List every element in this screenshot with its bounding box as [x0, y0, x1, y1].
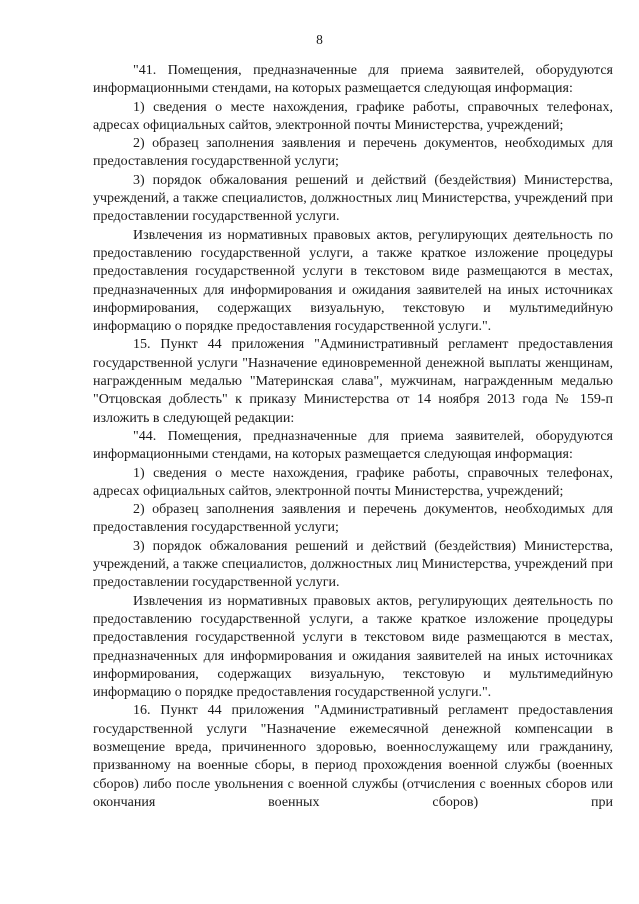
page-number: 8: [316, 32, 323, 47]
paragraph-16: 16. Пункт 44 приложения "Административный регламент предоставления государственной услуги "Назначение ежемесячной денежной компенсации в возмещение вреда, причиненного здоровью, военнослужащему или гражданину, призванному на военные сборы, в период прохождения военной службы (военных сборов) либо после увольнения с военной службы (отчисления с военных сборов или окончания военных сборов) при: [93, 703, 613, 810]
paragraph-41-item-2: 2) образец заполнения заявления и перечень документов, необходимых для предоставления государственной услуги;: [93, 136, 613, 170]
paragraph-44-item-3: 3) порядок обжалования решений и действий (бездействия) Министерства, учреждений, а также специалистов, должностных лиц Министерства, учреждений при предоставлении государственной услуги.: [93, 538, 613, 591]
paragraph-15: 15. Пункт 44 приложения "Административный регламент предоставления государственной услуги "Назначение единовременной денежной выплаты женщинам, награжденным медалью "Материнская слава", мужчинам, награжденным медалью "Отцовская доблесть" к приказу Министерства от 14 ноября 2013 года № 159-п изложить в следующей редакции:: [93, 337, 613, 426]
paragraph-44-item-2: 2) образец заполнения заявления и перечень документов, необходимых для предоставления государственной услуги;: [93, 502, 613, 536]
paragraph-44-item-1: 1) сведения о месте нахождения, графике работы, справочных телефонах, адресах официальных сайтов, электронной почты Министерства, учреждений;: [93, 465, 613, 499]
paragraph-44-intro: "44. Помещения, предназначенные для приема заявителей, оборудуются информационными стендами, на которых размещается следующая информация:: [93, 428, 613, 463]
paragraph-41-intro: "41. Помещения, предназначенные для приема заявителей, оборудуются информационными стендами, на которых размещается следующая информация:: [93, 63, 613, 97]
paragraph-41-item-3: 3) порядок обжалования решений и действий (бездействия) Министерства, учреждений, а также специалистов, должностных лиц Министерства, учреждений при предоставлении государственной услуги.: [93, 172, 613, 225]
paragraph-41-item-1: 1) сведения о месте нахождения, графике работы, справочных телефонах, адресах официальных сайтов, электронной почты Министерства, учреждений;: [93, 99, 613, 133]
document-body: [93, 62, 613, 812]
paragraph-41-extracts: Извлечения из нормативных правовых актов, регулирующих деятельность по предоставлению государственной услуги, а также краткое изложение процедуры предоставления государственной услуги в текстовом виде размещаются в местах, предназначенных для информирования и ожидания заявителей на иных источниках информирования, содержащих визуальную, текстовую и мультимедийную информацию о порядке предоставления государственной услуги.".: [93, 227, 613, 335]
paragraph-44-extracts: Извлечения из нормативных правовых актов, регулирующих деятельность по предоставлению государственной услуги, а также краткое изложение процедуры предоставления государственной услуги в текстовом виде размещаются в местах, предназначенных для информирования и ожидания заявителей на иных источниках информирования, содержащих визуальную, текстовую и мультимедийную информацию о порядке предоставления государственной услуги.".: [93, 593, 613, 701]
